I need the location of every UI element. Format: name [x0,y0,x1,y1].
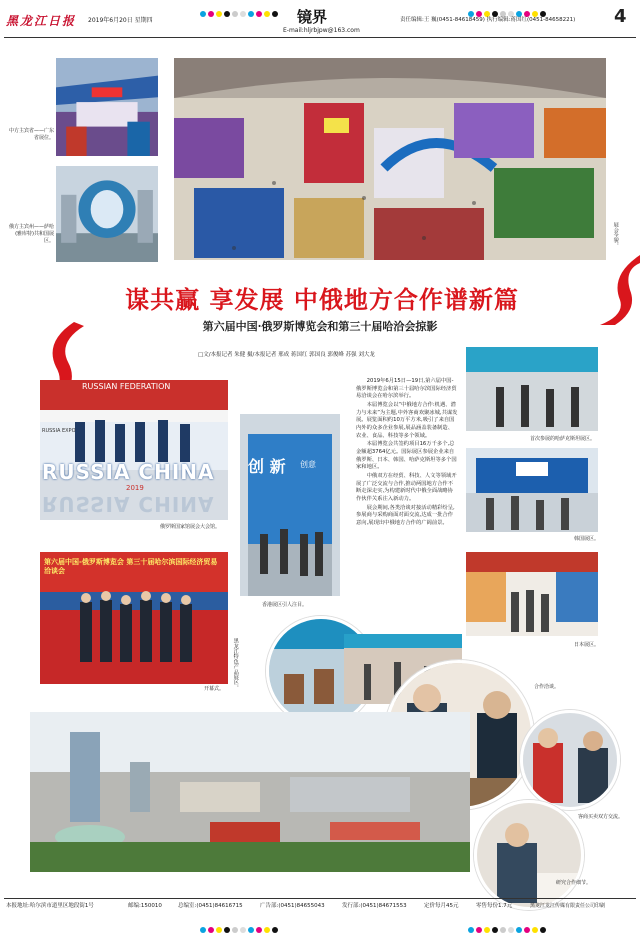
footer-office: 总编室:(0451)84616715 [178,903,243,909]
caption-overview: 展会全貌。 [612,222,619,248]
photo-opening [40,552,228,684]
section-title: 镜界 [297,8,328,26]
photo-kazakhstan [466,347,598,431]
caption-guangdong: 中方主宾省——广东省展位。 [8,128,54,141]
article-paragraph: 本届博览会共签约项目16万千多个,总金额超3764亿元。国际展区参展企业来自俄罗斯、日本、韩国、哈萨克斯坦等多个国家和地区。 [356,441,457,471]
footer-printer: 黑龙江龙江传媒有限责任公司印刷 [530,903,606,909]
red-ribbon-right [590,255,640,325]
issue-date: 2019年6月20日 星期四 [88,17,153,24]
article-paragraph: 2019年6月15日—19日,第六届中国-俄罗斯博览会和第三十届哈尔滨国际经济贸易洽谈会在哈尔滨举行。 [356,378,457,400]
caption-opening: 开幕式。 [204,686,225,692]
caption-japan: 日本展区。 [574,642,600,648]
photo-expo-overview [174,58,606,260]
masthead-rule [4,37,636,38]
chuangxin-sign: 创 新 [248,457,286,476]
caption-sanjiang: 黑龙江特色产品展区。 [232,638,239,690]
article-paragraph: 展会期间,各类洽谈对接活动精彩纷呈,参展商与采购商面对面交流,达成一批合作意向,展现出中俄地方合作的广阔前景。 [356,504,455,527]
year-sign: 2019 [126,484,144,492]
caption-exchange: 客商买卖双方交流。 [578,814,624,820]
caption-negotiation: 合作洽谈。 [534,684,560,690]
caption-sakha: 俄方主宾州——萨哈(雅库特)共和国展区。 [8,224,54,244]
article-paragraph: 本届博览会以“中俄地方合作:机遇、潜力与未来”为主题,中外客商欢聚冰城,共谋发展。展览面积约10万平方米,吸引了来自国内外的众多企业参展,展品涵盖装备制造、农业、食品、科技等多个领域。 [356,402,458,439]
caption-korea: 韩国展区。 [574,536,600,542]
registration-dots-bottom [200,918,280,934]
footer-distribution: 发行部:(0451)84671553 [342,903,407,909]
russia-china-sign: RUSSIA CHINA [42,460,215,484]
page-number: 4 [614,6,627,27]
article-paragraph: 中俄双方在经贸、科技、人文等领域开展了广泛交流与合作,推动两国地方合作不断走深走实,为构建新时代中俄全面战略协作伙伴关系注入新动力。 [356,473,457,503]
footer-postcode: 邮编:150010 [128,903,162,909]
article-body [356,378,458,529]
photo-circle-details [474,800,584,910]
photo-japan [466,552,598,636]
opening-banner: 第六届中国-俄罗斯博览会 第三十届哈尔滨国际经济贸易洽谈会 [44,558,218,576]
photo-hongkong [240,414,340,596]
byline: □文/本报记者 朱健 摄/本报记者 邢成 蒋国红 郭国良 郭俊峰 苏强 刘大龙 [198,352,375,358]
footer-price-month: 定价每月45元 [424,903,459,909]
footer-ads: 广告部:(0451)84655043 [260,903,325,909]
photo-circle-exchange [520,710,620,810]
photo-russia-pavilion [40,380,228,520]
caption-details: 研究合作细节。 [556,880,592,886]
paper-name: 黑龙江日报 [6,14,77,28]
footer-rule [4,898,636,899]
registration-dots-top [200,2,280,21]
russia-china-reflection: RUSSIA CHINA [42,492,215,516]
russia-expo-sign: RUSSIA EXPO [42,428,76,434]
headline-sub: 第六届中国·俄罗斯博览会和第三十届哈洽会掠影 [202,320,438,333]
russian-federation-sign: RUSSIAN FEDERATION [82,382,171,391]
editor-line: 责任编辑:王 巍(0451-84618459) 执行编辑:蒋国红(0451-84658221) [400,17,576,23]
headline-main: 谋共赢 享发展 中俄地方合作谱新篇 [125,286,519,314]
photo-guangdong-booth [56,58,158,156]
footer-address: 本报地址:哈尔滨市道里区地段街1号 [6,903,94,909]
caption-kazakhstan: 首次参展的哈萨克斯坦展区。 [530,436,596,442]
chuangyi-sign: 创意 [300,460,316,469]
photo-korea [466,448,598,532]
footer-price-copy: 零售每份1.7元 [476,903,513,909]
registration-dots-bottom-right [468,918,548,934]
photo-sakha-pavilion [56,166,158,262]
caption-hongkong: 香港展区引人注目。 [262,602,308,608]
photo-aerial-city [30,712,470,872]
caption-russia: 俄罗斯国家馆展会大会馆。 [160,524,221,530]
section-email: E-mail:hljrbjpw@163.com [283,27,360,34]
